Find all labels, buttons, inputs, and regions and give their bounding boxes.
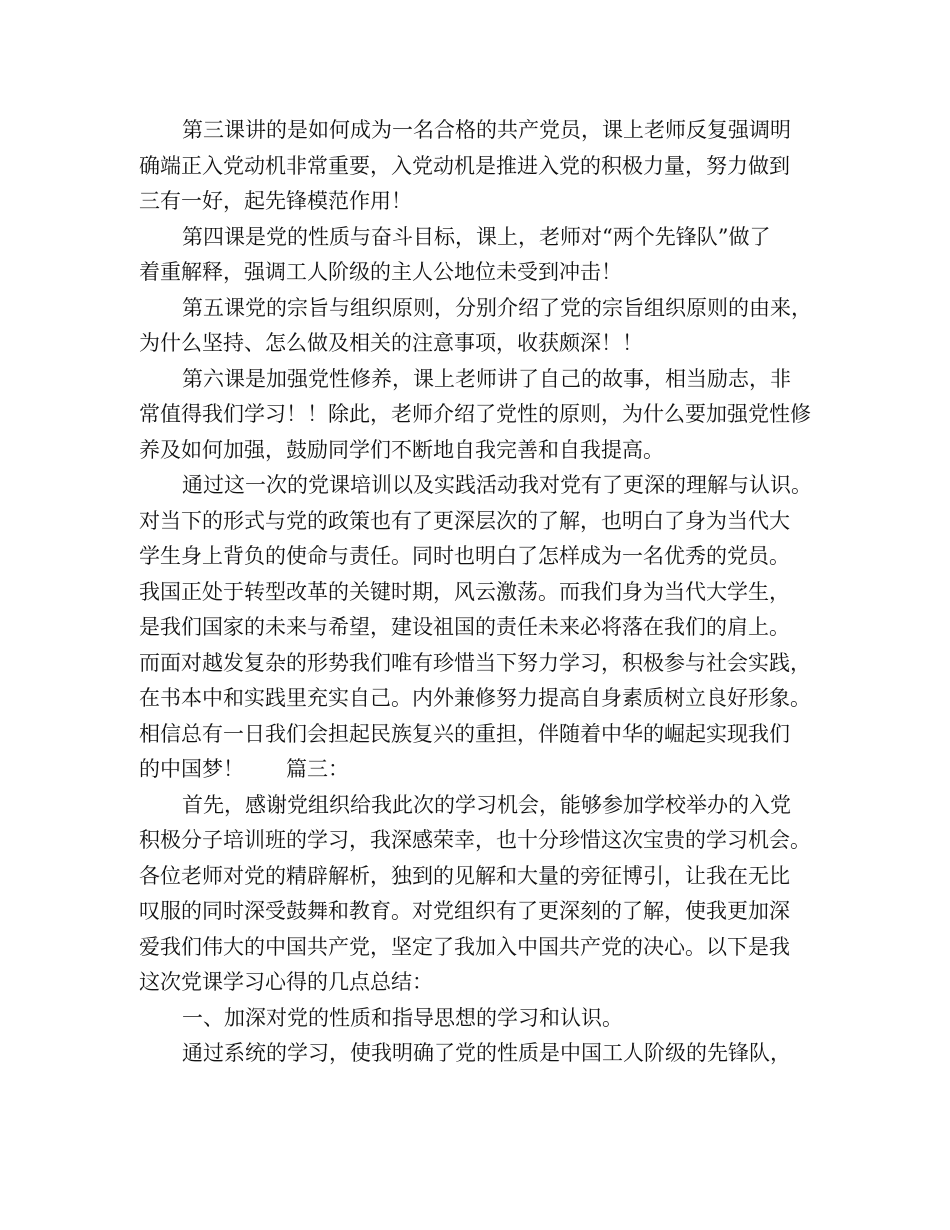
text-line: 确端正入党动机非常重要，入党动机是推进入党的积极力量，努力做到 <box>139 153 790 178</box>
text-line: 第五课党的宗旨与组织原则，分别介绍了党的宗旨组织原则的由来， <box>182 295 812 320</box>
text-line: 积极分子培训班的学习，我深感荣幸，也十分珍惜这次宝贵的学习机会。 <box>139 828 811 852</box>
document-body <box>139 113 829 1072</box>
text-line: 爱我们伟大的中国共产党，坚定了我加入中国共产党的决心。以下是我 <box>139 934 790 959</box>
text-line: 相信总有一日我们会担起民族复兴的重担，伴随着中华的崛起实现我们 <box>139 721 790 746</box>
text-line: 在书本中和实践里充实自己。内外兼修努力提高自身素质树立良好形象。 <box>139 686 811 710</box>
text-line: 叹服的同时深受鼓舞和教育。对党组织有了更深刻的了解，使我更加深 <box>139 899 790 923</box>
text-line: 学生身上背负的使命与责任。同时也明白了怎样成为一名优秀的党员。 <box>139 544 790 568</box>
text-line: 第六课是加强党性修养，课上老师讲了自己的故事，相当励志，非 <box>182 366 791 391</box>
text-line: 各位老师对党的精辟解析，独到的见解和大量的旁征博引，让我在无比 <box>139 863 790 888</box>
text-line: 常值得我们学习！！除此，老师介绍了党性的原则，为什么要加强党性修 <box>139 402 811 426</box>
text-line: 首先，感谢党组织给我此次的学习机会，能够参加学校举办的入党 <box>182 792 791 817</box>
text-line: 三有一好，起先锋模范作用！ <box>139 189 412 213</box>
text-line: 而面对越发复杂的形势我们唯有珍惜当下努力学习，积极参与社会实践， <box>139 650 811 675</box>
text-line: 这次党课学习心得的几点总结： <box>139 970 433 994</box>
text-line: 着重解释，强调工人阶级的主人公地位未受到冲击！ <box>139 260 622 284</box>
text-line: 通过这一次的党课培训以及实践活动我对党有了更深的理解与认识。 <box>182 473 812 497</box>
text-line: 养及如何加强，鼓励同学们不断地自我完善和自我提高。 <box>139 437 664 462</box>
text-line: 通过系统的学习，使我明确了党的性质是中国工人阶级的先锋队， <box>182 1041 791 1065</box>
text-line: 是我们国家的未来与希望，建设祖国的责任未来必将落在我们的肩上。 <box>139 615 790 639</box>
text-line: 第三课讲的是如何成为一名合格的共产党员，课上老师反复强调明 <box>182 118 791 142</box>
text-line: 一、加深对党的性质和指导思想的学习和认识。 <box>182 1005 623 1030</box>
text-line: 为什么坚持、怎么做及相关的注意事项，收获颇深！！ <box>139 331 643 355</box>
text-line: 的中国梦！ 篇三： <box>139 757 349 781</box>
text-line: 我国正处于转型改革的关键时期，风云激荡。而我们身为当代大学生， <box>139 579 790 604</box>
text-line: 第四课是党的性质与奋斗目标，课上，老师对“两个先锋队”做了 <box>182 224 771 249</box>
text-line: 对当下的形式与党的政策也有了更深层次的了解，也明白了身为当代大 <box>139 508 790 533</box>
